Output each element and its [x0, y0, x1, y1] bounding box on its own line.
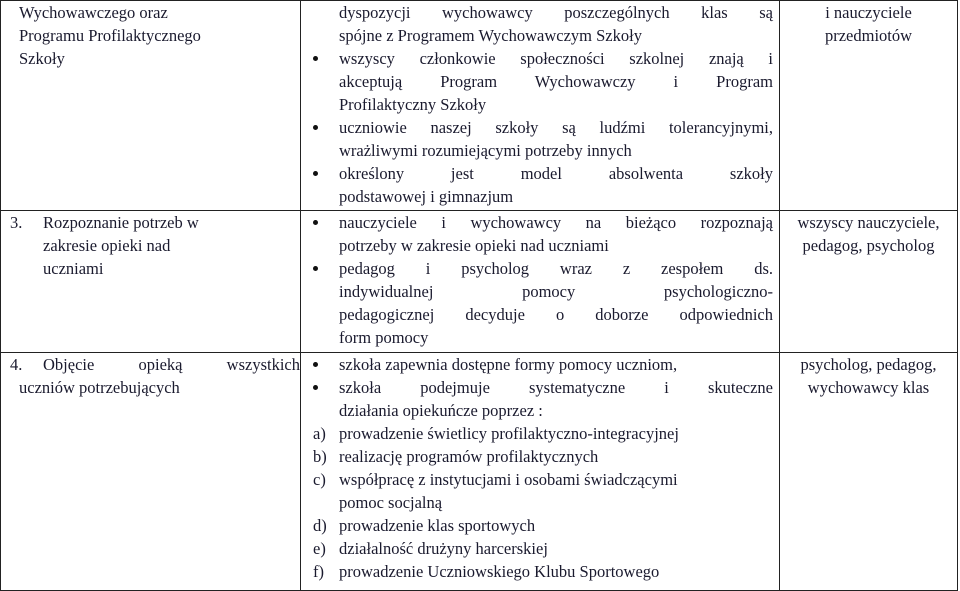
text-line: wszyscy członkowie społeczności szkolnej znają i [339, 49, 773, 68]
item-letter: a) [313, 424, 326, 443]
method-cell [301, 1, 780, 211]
text-line: wrażliwymi rozumiejącymi potrzeby innych [339, 141, 632, 160]
text-line: Szkoły [19, 49, 65, 68]
item-letter: f) [313, 562, 324, 581]
responsible-cell [780, 1, 958, 211]
method-cell [301, 353, 780, 591]
text-line: akceptują Program Wychowawczy i Program [339, 72, 773, 91]
text-line: uczniami [43, 259, 104, 278]
item-letter: c) [313, 470, 326, 489]
bullet-item [307, 353, 773, 376]
text-line: i nauczyciele [825, 3, 912, 22]
text-line: działania opiekuńcze poprzez : [339, 401, 543, 420]
method-cell [301, 211, 780, 353]
text-line: prowadzenie świetlicy profilaktyczno-integracyjnej [339, 424, 679, 443]
text-line: Profilaktyczny Szkoły [339, 95, 487, 114]
row-number: 4. [10, 355, 23, 374]
task-cell [1, 211, 301, 353]
bullet-item [307, 211, 773, 257]
text-line: prowadzenie Uczniowskiego Klubu Sportowego [339, 562, 660, 581]
text-line: określony jest model absolwenta szkoły [339, 164, 773, 183]
item-letter: e) [313, 539, 326, 558]
task-text [10, 211, 300, 280]
text-line: dyspozycji wychowawcy poszczególnych klas są [339, 3, 773, 22]
table-row [1, 211, 958, 353]
text-line: pedagog, psycholog [802, 236, 935, 255]
text-line: przedmiotów [824, 26, 913, 45]
text-line: form pomocy [339, 328, 429, 347]
text-line: wychowawcy klas [807, 378, 930, 397]
task-text [10, 353, 300, 399]
text-line: indywidualnej pomocy psychologiczno- [339, 282, 773, 301]
list-item [307, 445, 773, 468]
bullet-item [307, 257, 773, 349]
task-cell [1, 353, 301, 591]
row-number: 3. [10, 213, 23, 232]
text-line: uczniów potrzebujących [19, 378, 180, 397]
responsible-cell [780, 353, 958, 591]
text-line: prowadzenie klas sportowych [339, 516, 536, 535]
text-line: wszyscy nauczyciele, [797, 213, 940, 232]
text-line: nauczyciele i wychowawcy na bieżąco rozpoznają [339, 213, 773, 232]
text-line: pomoc socjalną [339, 493, 443, 512]
bullet-item [307, 116, 773, 162]
text-line: Rozpoznanie potrzeb w [43, 213, 199, 232]
list-item [307, 560, 773, 583]
text-line: Wychowawczego oraz [19, 3, 168, 22]
text-line: szkoła zapewnia dostępne formy pomocy uczniom, [339, 355, 678, 374]
text-line: psycholog, pedagog, [800, 355, 937, 374]
text-line: działalność drużyny harcerskiej [339, 539, 548, 558]
bullet-item [307, 47, 773, 116]
text-line: zakresie opieki nad [43, 236, 171, 255]
lead-text [307, 1, 773, 47]
table-row [1, 1, 958, 211]
list-item [307, 537, 773, 560]
text-line: spójne z Programem Wychowawczym Szkoły [339, 26, 642, 45]
responsible-cell [780, 211, 958, 353]
item-letter: b) [313, 447, 327, 466]
task-cell [1, 1, 301, 211]
task-text [19, 1, 300, 70]
text-line: szkoła podejmuje systematyczne i skuteczne [339, 378, 773, 397]
table-row [1, 353, 958, 591]
list-item [307, 422, 773, 445]
text-line: realizację programów profilaktycznych [339, 447, 599, 466]
text-line: potrzeby w zakresie opieki nad uczniami [339, 236, 609, 255]
list-item [307, 514, 773, 537]
bullet-item [307, 162, 773, 208]
list-item [307, 468, 773, 514]
text-line: Programu Profilaktycznego [19, 26, 201, 45]
bullet-item [307, 376, 773, 422]
text-line: Objęcie opieką wszystkich [43, 355, 300, 374]
text-line: współpracę z instytucjami i osobami świadczącymi [339, 470, 678, 489]
text-line: podstawowej i gimnazjum [339, 187, 514, 206]
item-letter: d) [313, 516, 327, 535]
text-line: pedagog i psycholog wraz z zespołem ds. [339, 259, 773, 278]
text-line: pedagogicznej decyduje o doborze odpowiednich [339, 305, 773, 324]
text-line: uczniowie naszej szkoły są ludźmi tolerancyjnymi, [339, 118, 773, 137]
